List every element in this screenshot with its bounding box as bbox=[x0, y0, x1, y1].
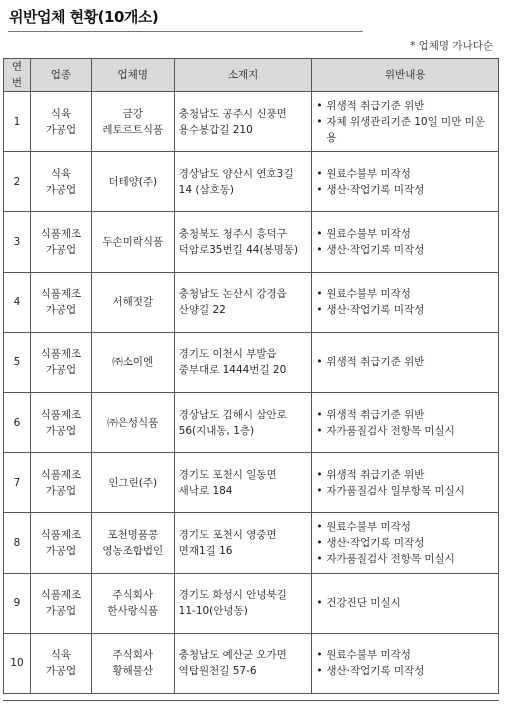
address-line2: 용수봉갑길 210 bbox=[178, 123, 253, 136]
violation-table bbox=[3, 58, 499, 694]
category-line2: 가공업 bbox=[45, 544, 77, 557]
category-line2: 가공업 bbox=[45, 665, 77, 678]
violation-item: • 생산·작업기록 미작성 bbox=[315, 182, 495, 198]
category-line1: 식품제조 bbox=[40, 589, 82, 602]
company-line1: ㈜은성식품 bbox=[107, 416, 159, 429]
violation-item: • 생산·작업기록 미작성 bbox=[315, 242, 495, 258]
sort-note: * 업체명 가나다순 bbox=[410, 40, 493, 52]
table-row bbox=[4, 513, 499, 573]
violation-list bbox=[315, 595, 495, 611]
violation-item: • 원료수불부 미작성 bbox=[315, 226, 495, 242]
address-line1: 충청남도 공주시 신풍면 bbox=[178, 107, 287, 120]
row-violations bbox=[312, 272, 499, 332]
row-number: 1 bbox=[4, 92, 31, 152]
company-line2: 레토르트식품 bbox=[102, 123, 164, 136]
header-number-line2: 번 bbox=[11, 77, 23, 89]
violation-list bbox=[315, 286, 495, 318]
category-line1: 식육 bbox=[50, 107, 72, 120]
row-number: 7 bbox=[4, 453, 31, 513]
address-line2: 56(지내동, 1층) bbox=[178, 424, 255, 437]
address-line1: 경기도 이천시 부발읍 bbox=[178, 348, 277, 361]
row-company bbox=[91, 332, 174, 392]
address-line2: 중부대로 1444번길 20 bbox=[178, 364, 287, 377]
row-address bbox=[174, 573, 312, 633]
row-category bbox=[30, 332, 91, 392]
header-row bbox=[4, 59, 499, 92]
row-violations bbox=[312, 332, 499, 392]
address-line1: 충청남도 논산시 강경읍 bbox=[178, 288, 287, 301]
company-line1: 인그린(주) bbox=[108, 476, 158, 489]
header-number-line1: 연 bbox=[11, 61, 23, 73]
table-row bbox=[4, 152, 499, 212]
row-category bbox=[30, 513, 91, 573]
category-line1: 식품제조 bbox=[40, 288, 82, 301]
address-line1: 경기도 포천시 영중면 bbox=[178, 528, 277, 541]
violation-item: • 원료수불부 미작성 bbox=[315, 519, 495, 535]
address-line2: 역탑원천길 57-6 bbox=[178, 665, 257, 678]
table-row bbox=[4, 633, 499, 693]
violation-item: • 위생적 취급기준 위반 bbox=[315, 407, 495, 423]
company-line1: 서해젓갈 bbox=[112, 296, 154, 309]
address-line2: 덕암로35번길 44(봉명동) bbox=[178, 243, 299, 256]
row-address bbox=[174, 633, 312, 693]
row-violations bbox=[312, 513, 499, 573]
violation-list bbox=[315, 407, 495, 439]
row-number: 6 bbox=[4, 392, 31, 452]
row-company bbox=[91, 633, 174, 693]
violation-list bbox=[315, 467, 495, 499]
category-line1: 식품제조 bbox=[40, 227, 82, 240]
row-category bbox=[30, 573, 91, 633]
row-violations bbox=[312, 633, 499, 693]
row-violations bbox=[312, 92, 499, 152]
table-row bbox=[4, 392, 499, 452]
violation-list bbox=[315, 647, 495, 679]
row-company bbox=[91, 453, 174, 513]
header-company: 업체명 bbox=[91, 59, 174, 92]
header-number bbox=[4, 59, 31, 92]
row-address bbox=[174, 513, 312, 573]
table-row bbox=[4, 92, 499, 152]
violation-item: • 원료수불부 미작성 bbox=[315, 286, 495, 302]
address-line2: 면재1길 16 bbox=[178, 544, 233, 557]
company-line2: 영농조합법인 bbox=[102, 544, 164, 557]
table-bottom-rule bbox=[3, 700, 499, 701]
row-category bbox=[30, 92, 91, 152]
row-category bbox=[30, 152, 91, 212]
company-line2: 황해물산 bbox=[112, 665, 154, 678]
row-company bbox=[91, 513, 174, 573]
row-company bbox=[91, 573, 174, 633]
category-line2: 가공업 bbox=[45, 123, 77, 136]
address-line2: 14 (삼호동) bbox=[178, 183, 234, 196]
company-line1: 주식회사 bbox=[112, 649, 154, 662]
row-address bbox=[174, 453, 312, 513]
company-line1: 두손미락식품 bbox=[102, 235, 164, 248]
row-number: 9 bbox=[4, 573, 31, 633]
violation-item: • 원료수불부 미작성 bbox=[315, 166, 495, 182]
row-address bbox=[174, 152, 312, 212]
category-line1: 식육 bbox=[50, 649, 72, 662]
address-line1: 경상남도 김해시 삼안로 bbox=[178, 408, 287, 421]
violation-item: • 자가품질검사 전항목 미실시 bbox=[315, 551, 495, 567]
row-number: 4 bbox=[4, 272, 31, 332]
category-line2: 가공업 bbox=[45, 484, 77, 497]
violation-item: • 위생적 취급기준 위반 bbox=[315, 354, 495, 370]
violation-list bbox=[315, 98, 495, 146]
address-line1: 경기도 포천시 일동면 bbox=[178, 468, 277, 481]
category-line1: 식품제조 bbox=[40, 408, 82, 421]
company-line1: 더테양(주) bbox=[108, 175, 158, 188]
category-line2: 가공업 bbox=[45, 605, 77, 618]
category-line1: 식품제조 bbox=[40, 348, 82, 361]
violation-list bbox=[315, 166, 495, 198]
address-line1: 충청남도 예산군 오가면 bbox=[178, 649, 287, 662]
violation-list bbox=[315, 226, 495, 258]
row-number: 10 bbox=[4, 633, 31, 693]
row-company bbox=[91, 272, 174, 332]
category-line2: 가공업 bbox=[45, 364, 77, 377]
violation-list bbox=[315, 519, 495, 567]
row-violations bbox=[312, 453, 499, 513]
row-number: 2 bbox=[4, 152, 31, 212]
address-line2: 새낙로 184 bbox=[178, 484, 233, 497]
table-row bbox=[4, 453, 499, 513]
address-line1: 경기도 화성시 안녕북길 bbox=[178, 589, 287, 602]
table-body bbox=[4, 92, 499, 694]
category-line2: 가공업 bbox=[45, 304, 77, 317]
row-number: 5 bbox=[4, 332, 31, 392]
company-line1: 포천명품콩 bbox=[107, 528, 159, 541]
category-line1: 식육 bbox=[50, 167, 72, 180]
row-number: 3 bbox=[4, 212, 31, 272]
address-line2: 산양길 22 bbox=[178, 304, 226, 317]
row-violations bbox=[312, 392, 499, 452]
table-row bbox=[4, 573, 499, 633]
row-violations bbox=[312, 152, 499, 212]
row-company bbox=[91, 212, 174, 272]
violation-item: • 위생적 취급기준 위반 bbox=[315, 98, 495, 114]
row-category bbox=[30, 272, 91, 332]
company-line2: 한사랑식품 bbox=[107, 605, 159, 618]
violation-item: • 건강진단 미실시 bbox=[315, 595, 495, 611]
table-row bbox=[4, 212, 499, 272]
row-address bbox=[174, 212, 312, 272]
violation-item: • 생산·작업기록 미작성 bbox=[315, 535, 495, 551]
violation-item: • 자가품질검사 일부항목 미실시 bbox=[315, 483, 495, 499]
row-violations bbox=[312, 573, 499, 633]
violation-item: • 자가품질검사 전항목 미실시 bbox=[315, 423, 495, 439]
row-category bbox=[30, 212, 91, 272]
violation-item: • 생산·작업기록 미작성 bbox=[315, 663, 495, 679]
violation-item: • 위생적 취급기준 위반 bbox=[315, 467, 495, 483]
violation-item: • 생산·작업기록 미작성 bbox=[315, 302, 495, 318]
row-company bbox=[91, 152, 174, 212]
row-address bbox=[174, 92, 312, 152]
violation-list bbox=[315, 354, 495, 370]
title-underline bbox=[8, 31, 363, 32]
header-violation: 위반내용 bbox=[312, 59, 499, 92]
row-category bbox=[30, 453, 91, 513]
row-company bbox=[91, 392, 174, 452]
table-row bbox=[4, 272, 499, 332]
category-line1: 식품제조 bbox=[40, 528, 82, 541]
address-line1: 경상남도 양산시 연호3길 bbox=[178, 167, 294, 180]
address-line2: 11-10(안녕동) bbox=[178, 605, 248, 618]
row-number: 8 bbox=[4, 513, 31, 573]
violation-item: • 원료수불부 미작성 bbox=[315, 647, 495, 663]
category-line1: 식품제조 bbox=[40, 468, 82, 481]
row-address bbox=[174, 392, 312, 452]
header-address: 소재지 bbox=[174, 59, 312, 92]
company-line1: 금강 bbox=[122, 107, 143, 120]
page-title: 위반업체 현황(10개소) bbox=[9, 8, 159, 26]
category-line2: 가공업 bbox=[45, 424, 77, 437]
row-category bbox=[30, 392, 91, 452]
header-category: 업종 bbox=[30, 59, 91, 92]
category-line2: 가공업 bbox=[45, 243, 77, 256]
violation-item: • 자체 위생관리기준 10일 미만 미운용 bbox=[315, 114, 495, 146]
table-row bbox=[4, 332, 499, 392]
row-company bbox=[91, 92, 174, 152]
row-address bbox=[174, 332, 312, 392]
row-violations bbox=[312, 212, 499, 272]
category-line2: 가공업 bbox=[45, 183, 77, 196]
address-line1: 충청북도 청주시 흥덕구 bbox=[178, 227, 287, 240]
row-address bbox=[174, 272, 312, 332]
company-line1: ㈜소이엔 bbox=[112, 356, 154, 369]
row-category bbox=[30, 633, 91, 693]
company-line1: 주식회사 bbox=[112, 589, 154, 602]
